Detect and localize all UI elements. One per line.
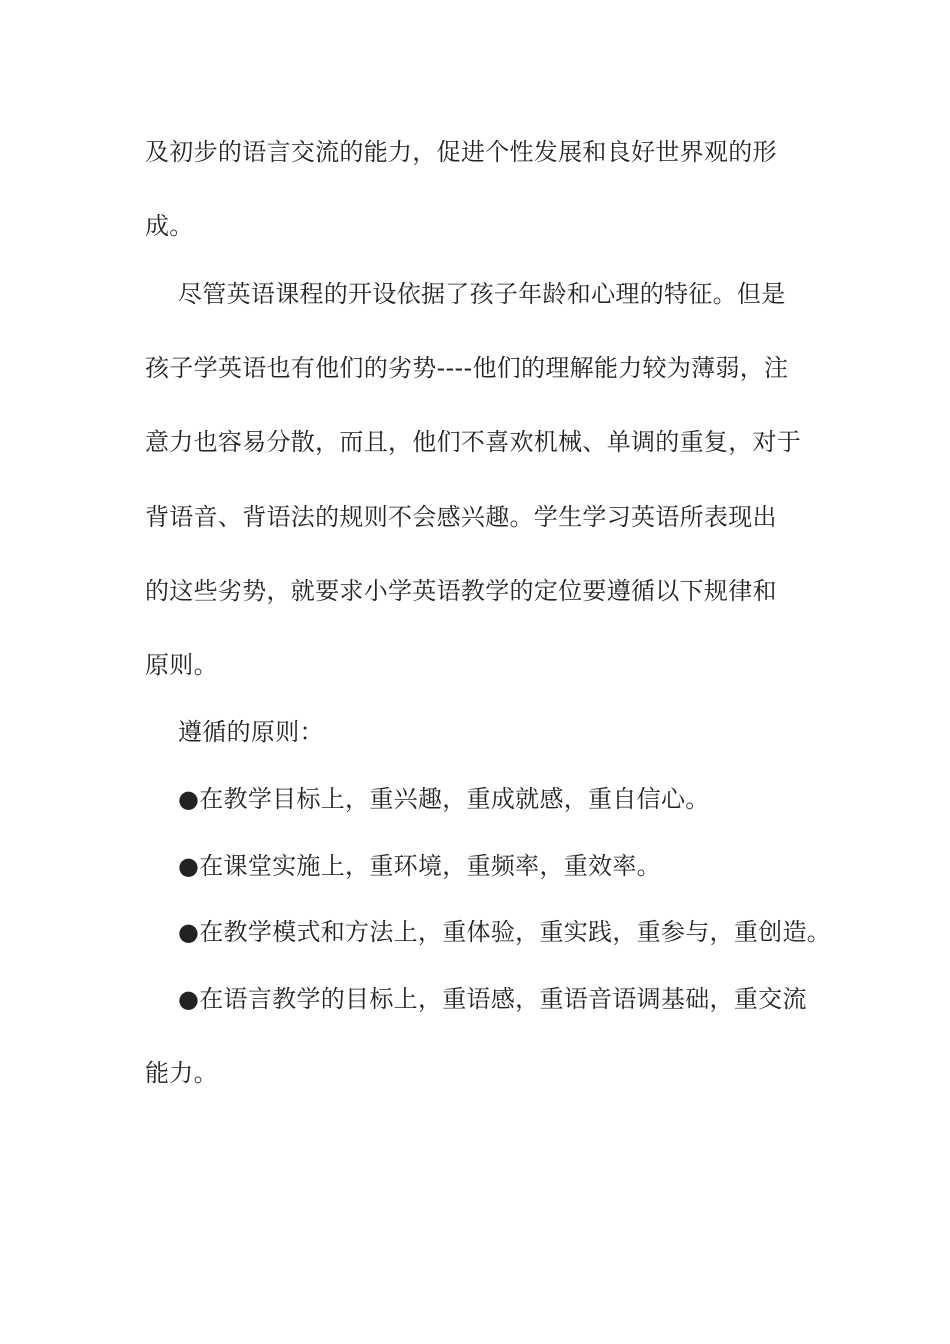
bullet-item-1: ●在教学目标上，重兴趣，重成就感，重自信心。 [178,785,710,813]
para2-line-2: 孩子学英语也有他们的劣势----他们的理解能力较为薄弱，注 [145,354,789,382]
para2-line-6: 原则。 [145,651,218,679]
bullet-item-4: ●在语言教学的目标上，重语感，重语音语调基础，重交流 [178,985,807,1013]
principles-heading: 遵循的原则： [178,718,324,746]
bullet-item-2: ●在课堂实施上，重环境，重频率，重效率。 [178,852,661,880]
para1-line-2: 成。 [145,212,194,240]
para2-line-4: 背语音、背语法的规则不会感兴趣。学生学习英语所表现出 [145,503,777,531]
bullet-item-4-continuation: 能力。 [145,1059,218,1087]
bullet-item-3: ●在教学模式和方法上，重体验，重实践，重参与，重创造。 [178,918,832,946]
para2-line-1: 尽管英语课程的开设依据了孩子年龄和心理的特征。但是 [178,280,786,308]
para2-line-3: 意力也容易分散，而且，他们不喜欢机械、单调的重复，对于 [145,428,802,456]
para1-line-1: 及初步的语言交流的能力，促进个性发展和良好世界观的形 [145,138,777,166]
para2-line-5: 的这些劣势，就要求小学英语教学的定位要遵循以下规律和 [145,577,777,605]
